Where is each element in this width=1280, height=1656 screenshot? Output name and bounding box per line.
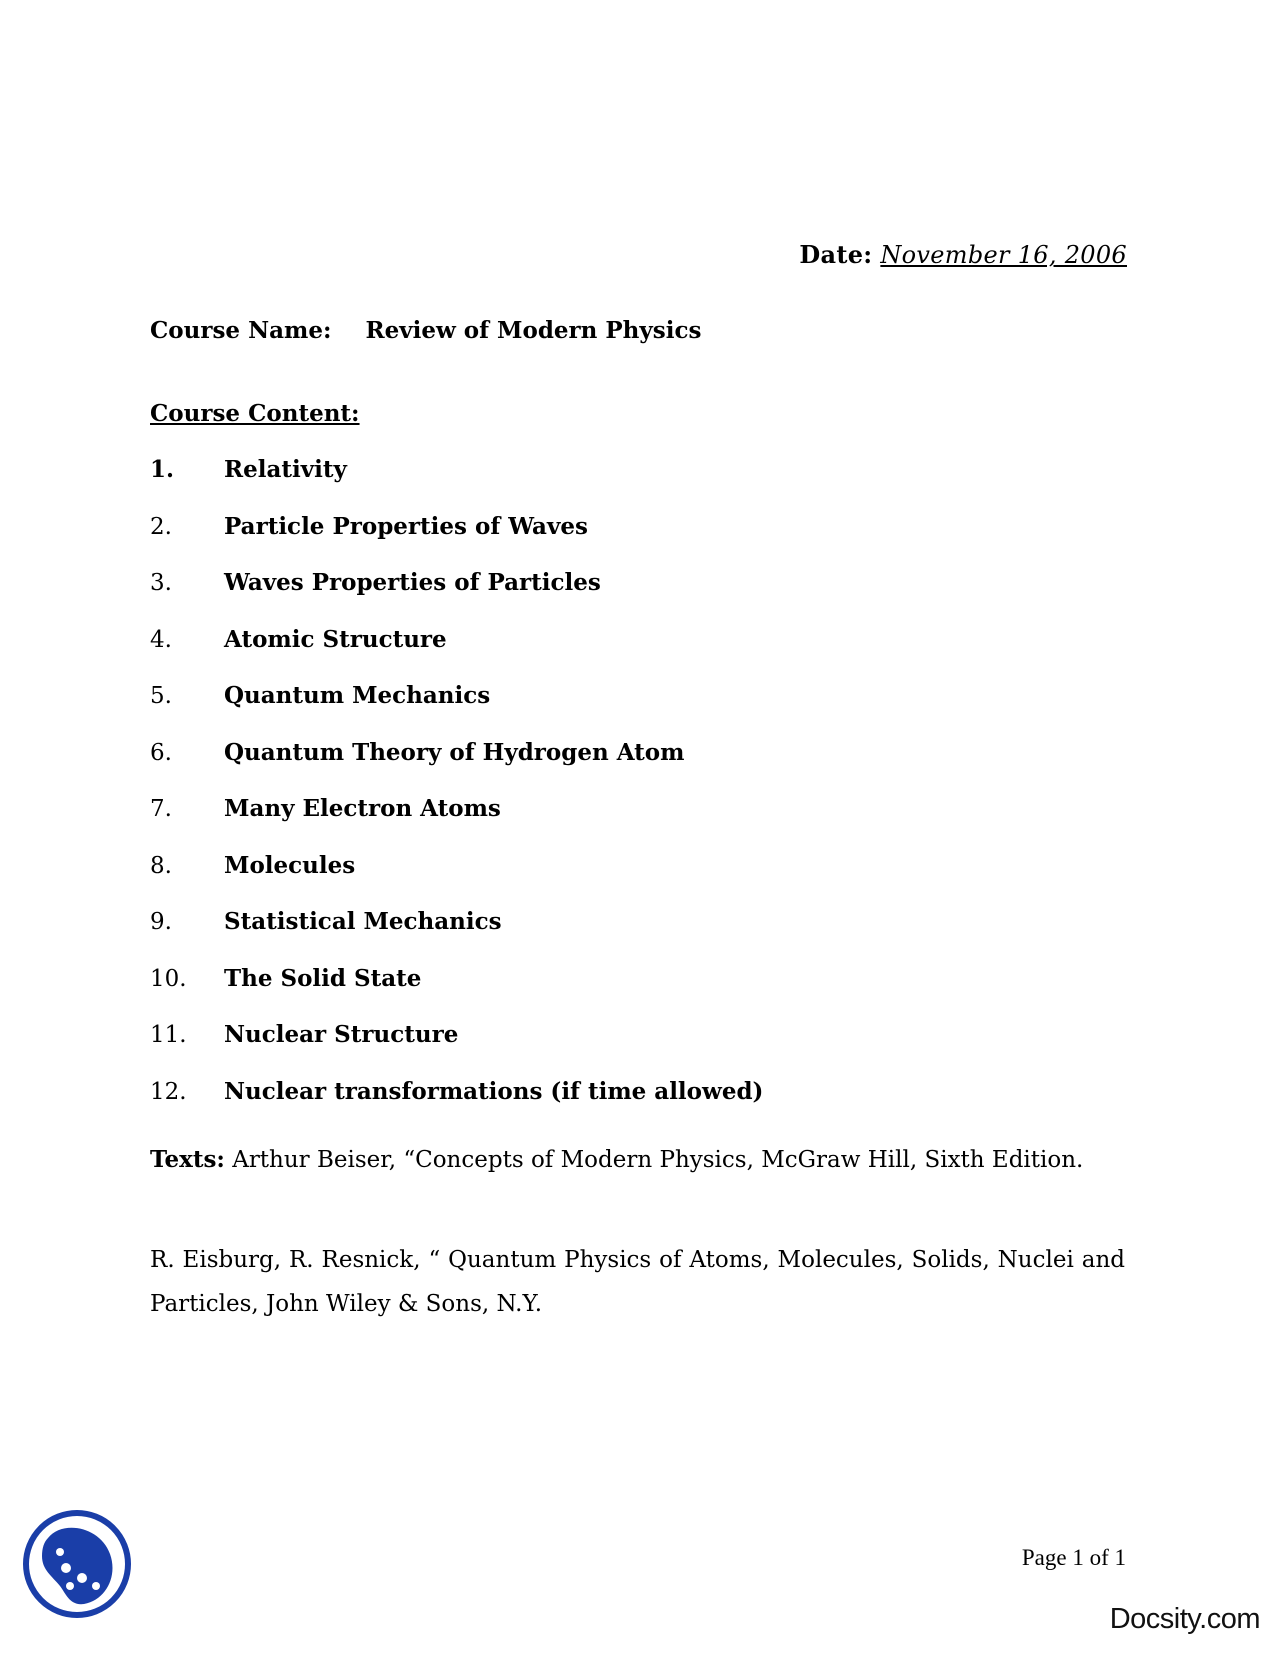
topic-number: 9. xyxy=(150,909,172,935)
texts-paragraph xyxy=(150,1138,1125,1182)
topic-item xyxy=(150,681,763,738)
topic-number: 12. xyxy=(150,1078,187,1105)
topic-item xyxy=(150,964,763,1021)
topic-label: Quantum Theory of Hydrogen Atom xyxy=(224,738,685,766)
topic-item xyxy=(150,1077,763,1134)
topic-number: 5. xyxy=(150,683,172,709)
topic-label: Nuclear transformations (if time allowed) xyxy=(224,1077,764,1105)
texts-primary: Arthur Beiser, “Concepts of Modern Physics, McGraw Hill, Sixth Edition. xyxy=(232,1147,1084,1173)
topic-item xyxy=(150,851,763,908)
topic-number: 2. xyxy=(150,513,172,540)
topic-number: 1. xyxy=(150,456,175,483)
topic-label: The Solid State xyxy=(224,964,422,992)
course-name xyxy=(150,317,701,344)
topic-label: Molecules xyxy=(224,851,356,879)
course-name-value: Review of Modern Physics xyxy=(365,317,702,344)
date-line xyxy=(799,240,1127,269)
topic-label: Waves Properties of Particles xyxy=(224,569,601,596)
topic-number: 4. xyxy=(150,626,172,653)
docsity-logo-icon xyxy=(22,1508,132,1620)
topic-label: Atomic Structure xyxy=(224,625,447,653)
reference-paragraph: R. Eisburg, R. Resnick, “ Quantum Physics of Atoms, Molecules, Solids, Nuclei and Particles, John Wiley & Sons, N.Y. xyxy=(150,1247,1125,1317)
topic-label: Statistical Mechanics xyxy=(224,908,502,935)
topic-item xyxy=(150,738,763,795)
topic-number: 10. xyxy=(150,965,187,992)
topic-item xyxy=(150,907,763,964)
course-content-heading: Course Content: xyxy=(150,400,360,427)
date-label: Date: xyxy=(799,240,873,269)
topic-number: 3. xyxy=(150,570,172,596)
topic-item xyxy=(150,512,763,569)
topic-number: 11. xyxy=(150,1022,187,1048)
topic-number: 7. xyxy=(150,796,172,822)
topic-label: Nuclear Structure xyxy=(224,1021,459,1048)
topic-item xyxy=(150,455,763,512)
topic-label: Relativity xyxy=(224,456,347,483)
course-name-label: Course Name: xyxy=(150,317,332,344)
date-value: November 16, 2006 xyxy=(880,241,1127,269)
topic-item xyxy=(150,568,763,625)
topic-label: Many Electron Atoms xyxy=(224,795,501,822)
topic-item xyxy=(150,794,763,851)
topic-number: 6. xyxy=(150,739,172,766)
topic-item xyxy=(150,1020,763,1077)
topic-label: Quantum Mechanics xyxy=(224,682,491,709)
texts-label: Texts: xyxy=(150,1146,225,1173)
page-number: Page 1 of 1 xyxy=(1021,1545,1126,1570)
topic-item xyxy=(150,625,763,682)
topic-label: Particle Properties of Waves xyxy=(224,512,588,540)
docsity-watermark: Docsity.com xyxy=(1109,1603,1260,1635)
topic-number: 8. xyxy=(150,852,172,879)
topic-list xyxy=(150,455,763,1133)
